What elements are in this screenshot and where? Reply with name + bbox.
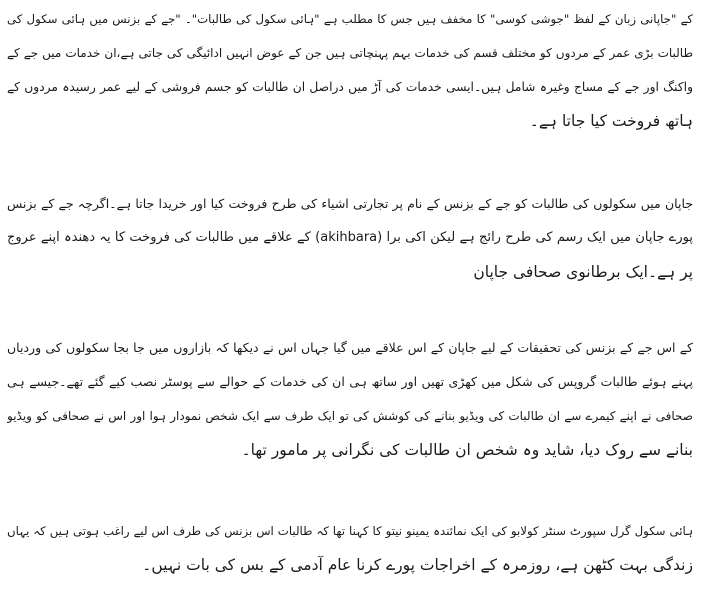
- text-line: واکنگ اور جے کے مساج وغیرہ شامل ہیں۔ایسی خدمات کی آڑ میں دراصل ان طالبات کو جسم فروشی کے لیے عمر رسیدہ مردوں کے: [7, 80, 693, 94]
- paragraph-2: [7, 187, 693, 289]
- text-line: جاپان میں سکولوں کی طالبات کو جے کے بزنس کے نام پر تجارتی اشیاء کی طرح فروخت کیا اور خریدا جاتا ہے۔اگرچہ جے کے بزنس: [7, 196, 693, 211]
- text-line: ہاتھ فروخت کیا جاتا ہے۔: [529, 112, 693, 130]
- paragraph-3: [7, 331, 693, 467]
- text-line: صحافی نے اپنے کیمرے سے ان طالبات کی ویڈیو بنانے کی کوشش کی تو ایک طرف سے ایک شخص نمودار ہوا اور اس نے صحافی کو ویڈیو: [7, 409, 693, 423]
- paragraph-1: [7, 2, 693, 138]
- text-line: کے "جاپانی زبان کے لفظ "جوشی کوسی" کا مخفف ہیں جس کا مطلب ہے "ہائی سکول کی طالبات"۔ "جے کے بزنس میں ہائی سکول کی: [7, 12, 693, 26]
- text-line: ہائی سکول گرل سپورٹ سنٹر کولابو کی ایک نمائندہ یمینو نیتو کا کہنا تھا کہ طالبات اس بزنس کی طرف اس لیے راغب ہوتی ہیں کہ یہاں: [7, 524, 693, 538]
- text-line: طالبات بڑی عمر کے مردوں کو مختلف قسم کی خدمات بہم پہنچاتی ہیں جن کے عوض انہیں ادائیگی کی جاتی ہے،ان خدمات میں جے کے: [7, 46, 693, 60]
- text-line: پورے جاپان میں ایک رسم کی طرح رائج ہے لیکن اکی برا (akihbara) کے علاقے میں طالبات کی فروخت کا یہ دھندہ اپنے عروج: [7, 230, 693, 245]
- text-line: پہنے ہوئے طالبات گروپس کی شکل میں کھڑی تھیں اور ساتھ ہی ان کی خدمات کے حوالے سے پوسٹر نصب کیے گئے تھے۔جیسے ہی: [7, 374, 693, 389]
- text-line: پر ہے۔ایک برطانوی صحافی جاپان: [473, 263, 693, 281]
- text-line: بنانے سے روک دیا، شاید وہ شخص ان طالبات کی نگرانی پر مامور تھا۔: [241, 441, 693, 459]
- text-line: زندگی بہت کٹھن ہے، روزمرہ کے اخراجات پورے کرنا عام آدمی کے بس کی بات نہیں۔: [142, 556, 693, 574]
- text-line: کے اس جے کے بزنس کی تحقیقات کے لیے جاپان کے اس علاقے میں گیا جہاں اس نے دیکھا کہ بازاروں میں جا بجا سکولوں کی وردیاں: [7, 340, 693, 355]
- paragraph-4: [7, 514, 693, 582]
